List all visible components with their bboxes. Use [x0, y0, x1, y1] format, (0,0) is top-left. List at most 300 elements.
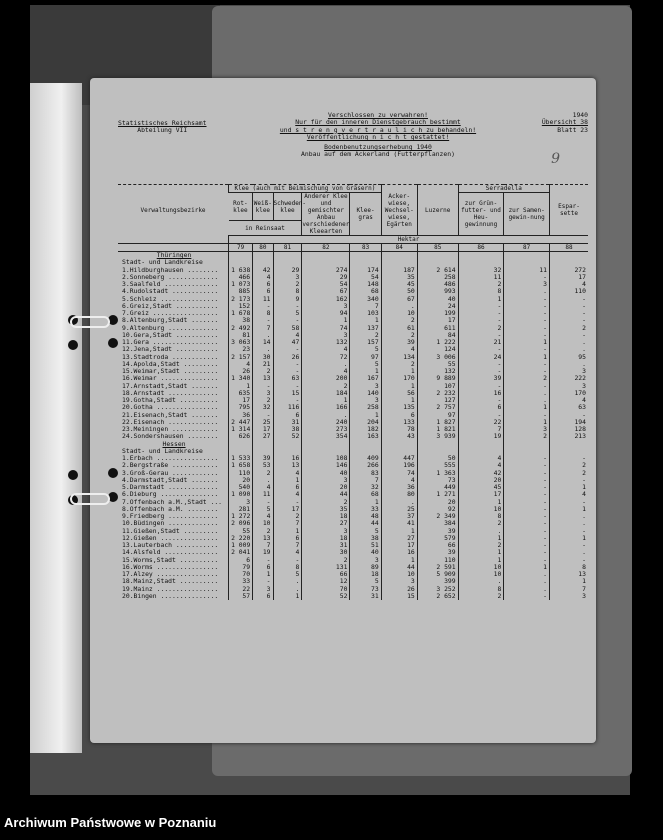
value-cell: 26	[229, 368, 253, 375]
value-cell: 27	[302, 520, 350, 527]
value-cell: 7	[350, 477, 381, 484]
value-cell: 2	[302, 499, 350, 506]
value-cell: 174	[350, 267, 381, 274]
binder-spine	[30, 83, 82, 753]
value-cell: 23	[229, 346, 253, 353]
value-cell: 27	[253, 433, 273, 440]
value-cell: 273	[302, 426, 350, 433]
value-cell: 1	[381, 397, 417, 404]
value-cell: 3	[253, 586, 273, 593]
table-row	[118, 317, 588, 324]
value-cell: -	[504, 462, 550, 469]
district-name: 8.Altenburg,Stadt .......	[122, 317, 219, 325]
value-cell: 1 090	[229, 491, 253, 498]
value-cell: -	[504, 325, 550, 332]
notice-line: Veröffentlichung n i c h t gestattet!	[306, 132, 450, 141]
empty-cell	[504, 252, 550, 260]
value-cell: 10	[381, 571, 417, 578]
value-cell: 1 827	[417, 419, 458, 426]
value-cell: 8	[458, 513, 504, 520]
value-cell: 1 340	[229, 375, 253, 382]
district-name: 5.Darmstadt .............	[122, 484, 219, 491]
value-cell: 41	[381, 520, 417, 527]
district-name: 20.Bingen ...............	[122, 592, 219, 600]
value-cell: -	[253, 557, 273, 564]
value-cell: 38	[273, 426, 302, 433]
value-cell: -	[273, 397, 302, 404]
value-cell: 40	[350, 549, 381, 556]
value-cell: 4	[253, 274, 273, 281]
value-cell: 74	[302, 325, 350, 332]
value-cell: 17	[273, 506, 302, 513]
value-cell: -	[504, 477, 550, 484]
value-cell: -	[504, 274, 550, 281]
value-cell: -	[273, 317, 302, 324]
value-cell: 81	[229, 332, 253, 339]
value-cell: 24	[458, 354, 504, 361]
year: 1940	[572, 111, 588, 119]
empty-cell	[350, 252, 381, 260]
table-row	[118, 310, 588, 317]
value-cell: -	[549, 528, 588, 535]
district-name: 13.Lauterbach ...........	[122, 542, 219, 549]
value-cell: 555	[417, 462, 458, 469]
value-cell: -	[253, 412, 273, 419]
value-cell: 32	[350, 484, 381, 491]
value-cell: 486	[417, 281, 458, 288]
value-cell: 1	[458, 535, 504, 542]
value-cell: 14	[253, 339, 273, 346]
table-row	[118, 368, 588, 375]
empty-cell	[381, 441, 417, 448]
value-cell: 66	[417, 542, 458, 549]
value-cell: 2	[381, 361, 417, 368]
value-cell: 993	[417, 288, 458, 295]
district-name: 12.Gießen ...............	[122, 534, 219, 542]
value-cell: 3	[549, 593, 588, 600]
value-cell: 78	[381, 426, 417, 433]
value-cell: .	[504, 578, 550, 585]
value-cell: -	[504, 506, 550, 513]
value-cell: 1 638	[229, 267, 253, 274]
value-cell: 2	[549, 470, 588, 477]
value-cell: 17	[381, 542, 417, 549]
value-cell: -	[549, 332, 588, 339]
value-cell: .	[549, 549, 588, 556]
value-cell: 39	[381, 339, 417, 346]
value-cell: -	[273, 368, 302, 375]
value-cell: 2	[302, 383, 350, 390]
value-cell: 1	[273, 477, 302, 484]
value-cell: 2 652	[417, 593, 458, 600]
value-cell: -	[504, 455, 550, 462]
value-cell: 11	[253, 491, 273, 498]
value-cell: 39	[458, 375, 504, 382]
value-cell: .	[273, 586, 302, 593]
value-cell: 7	[273, 542, 302, 549]
value-cell: 135	[381, 404, 417, 411]
value-cell: 2	[549, 462, 588, 469]
overview-number: Übersicht 38	[541, 118, 588, 127]
value-cell: 1 222	[417, 339, 458, 346]
value-cell: 148	[350, 281, 381, 288]
value-cell: 213	[549, 433, 588, 440]
table-row	[118, 542, 588, 549]
value-cell: 6	[253, 281, 273, 288]
value-cell: 20	[458, 477, 504, 484]
value-cell: 7	[253, 325, 273, 332]
value-cell: 4	[229, 361, 253, 368]
value-cell: 127	[417, 397, 458, 404]
value-cell: -	[458, 368, 504, 375]
department: Abteilung VII	[137, 126, 188, 135]
value-cell: 5	[350, 578, 381, 585]
value-cell: 1	[504, 339, 550, 346]
value-cell: -	[273, 303, 302, 310]
district-name: 12.Jena,Stadt ...........	[122, 346, 219, 354]
value-cell: 1 271	[417, 491, 458, 498]
value-cell: .	[458, 578, 504, 585]
empty-cell	[350, 441, 381, 448]
value-cell: 6	[229, 557, 253, 564]
value-cell: 9	[273, 296, 302, 303]
value-cell: -	[549, 317, 588, 324]
value-cell: 45	[381, 281, 417, 288]
column-group-clover: Klee (auch mit Beimischung von Gräsern)	[229, 185, 382, 193]
sheet-number: Blatt 23	[557, 125, 588, 134]
value-cell: 146	[302, 462, 350, 469]
value-cell: 10	[458, 564, 504, 571]
value-cell: 58	[273, 325, 302, 332]
value-cell: -	[504, 412, 550, 419]
value-cell: 70	[302, 586, 350, 593]
value-cell: 30	[253, 354, 273, 361]
data-table	[118, 184, 588, 600]
value-cell: 38	[350, 535, 381, 542]
value-cell: -	[458, 383, 504, 390]
value-cell: .	[253, 332, 273, 339]
value-cell: .	[549, 339, 588, 346]
column-number: 84	[381, 244, 417, 252]
value-cell: 2	[302, 557, 350, 564]
value-cell: 2	[273, 513, 302, 520]
value-cell: 19	[458, 433, 504, 440]
value-cell: -	[458, 397, 504, 404]
value-cell: -	[504, 368, 550, 375]
district-name: 18.Mainz,Stadt ..........	[122, 578, 219, 586]
value-cell: 1 272	[229, 513, 253, 520]
district-name: 13.Stadtroda ............	[122, 353, 219, 361]
value-cell: 26	[381, 586, 417, 593]
value-cell: 10	[381, 310, 417, 317]
column-number: 82	[302, 244, 350, 252]
table-row	[118, 506, 588, 513]
value-cell: 36	[381, 484, 417, 491]
notice-line: Nur für den inneren Dienstgebrauch bestimmt	[295, 118, 461, 127]
value-cell: 194	[549, 419, 588, 426]
value-cell: .	[381, 499, 417, 506]
district-name: 15.Worms,Stadt ..........	[122, 556, 219, 564]
value-cell: 10	[458, 506, 504, 513]
district-name: 9.Friedberg .............	[122, 513, 219, 520]
value-cell: -	[504, 296, 550, 303]
value-cell: 166	[302, 404, 350, 411]
value-cell: 66	[302, 571, 350, 578]
value-cell: 1 658	[229, 462, 253, 469]
value-cell: 32	[458, 267, 504, 274]
value-cell: 3	[350, 397, 381, 404]
value-cell: 1	[549, 484, 588, 491]
column-header-79: Rot-klee	[233, 199, 248, 214]
value-cell: -	[549, 557, 588, 564]
value-cell: -	[549, 296, 588, 303]
value-cell: 43	[381, 433, 417, 440]
value-cell: 21	[253, 361, 273, 368]
value-cell: 626	[229, 433, 253, 440]
value-cell: 384	[417, 520, 458, 527]
table-row	[118, 484, 588, 491]
column-header-86: zur Grün-futter- und Heu-gewinnung	[458, 193, 504, 236]
value-cell: 466	[229, 274, 253, 281]
value-cell: 7	[253, 542, 273, 549]
empty-cell	[381, 252, 417, 260]
value-cell: 1	[302, 397, 350, 404]
value-cell: 2 757	[417, 404, 458, 411]
binder-ring	[70, 493, 110, 505]
value-cell: 272	[549, 267, 588, 274]
empty-cell	[302, 252, 350, 260]
value-cell: 55	[229, 528, 253, 535]
district-name: 9.Altenburg .............	[122, 324, 219, 332]
value-cell: 2	[381, 317, 417, 324]
value-cell: 4	[273, 332, 302, 339]
value-cell: 1	[381, 383, 417, 390]
district-name: 22.Eisenach .............	[122, 418, 219, 426]
value-cell: 103	[350, 310, 381, 317]
value-cell: 92	[417, 506, 458, 513]
column-header-82: Anderer Klee und gemischter Anbau verschiedener Kleearten	[302, 193, 350, 235]
value-cell: 137	[350, 325, 381, 332]
unit-label: Hektar	[229, 236, 588, 244]
table-row	[118, 397, 588, 404]
value-cell: 3	[381, 578, 417, 585]
district-name: 20.Gotha ................	[122, 404, 219, 412]
value-cell: 3	[504, 426, 550, 433]
value-cell: 200	[302, 375, 350, 382]
value-cell: -	[504, 549, 550, 556]
value-cell: 47	[273, 339, 302, 346]
value-cell: 1	[273, 593, 302, 600]
value-cell: 8	[458, 586, 504, 593]
value-cell: 199	[417, 310, 458, 317]
value-cell: 2 614	[417, 267, 458, 274]
column-header-83: Klee-gras	[350, 193, 381, 236]
table-row	[118, 274, 588, 281]
district-name: 6.Dieburg ...............	[122, 491, 219, 499]
value-cell: 110	[549, 288, 588, 295]
column-number: 80	[253, 244, 273, 252]
value-cell: 110	[417, 557, 458, 564]
value-cell: 29	[273, 267, 302, 274]
value-cell: 170	[549, 390, 588, 397]
value-cell: 21	[458, 339, 504, 346]
value-cell: 17	[549, 274, 588, 281]
table-row	[118, 433, 588, 440]
value-cell: 281	[229, 506, 253, 513]
value-cell: 1	[458, 499, 504, 506]
value-cell: 25	[253, 419, 273, 426]
empty-cell	[504, 441, 550, 448]
column-header-87: zur Samen-gewin-nung	[504, 193, 550, 236]
value-cell: .	[549, 361, 588, 368]
section-subtitle: Stadt- und Landkreise	[122, 258, 203, 267]
empty-cell	[302, 441, 350, 448]
table-row	[118, 470, 588, 477]
value-cell: 107	[417, 383, 458, 390]
district-name: 14.Apolda,Stadt .........	[122, 360, 219, 368]
value-cell: -	[458, 361, 504, 368]
punch-hole	[108, 468, 118, 478]
value-cell: 1 363	[417, 470, 458, 477]
value-cell: 5	[350, 528, 381, 535]
value-cell: 54	[350, 274, 381, 281]
value-cell: 4	[549, 397, 588, 404]
district-name: 19.Mainz ................	[122, 585, 219, 593]
value-cell: 2	[458, 520, 504, 527]
value-cell: 97	[350, 354, 381, 361]
value-cell: -	[504, 491, 550, 498]
value-cell: 1	[273, 528, 302, 535]
value-cell: 540	[229, 484, 253, 491]
value-cell: 5	[273, 310, 302, 317]
district-name: 15.Weimar,Stadt .........	[122, 368, 219, 375]
district-name: 16.Worms ................	[122, 563, 219, 571]
table-row	[118, 325, 588, 332]
value-cell: 22	[229, 586, 253, 593]
value-cell: 2 492	[229, 325, 253, 332]
section-subtitle: Stadt- und Landkreise	[122, 446, 203, 455]
column-number: 85	[417, 244, 458, 252]
value-cell: 1	[458, 549, 504, 556]
value-cell: 4	[549, 281, 588, 288]
value-cell: 20	[302, 484, 350, 491]
value-cell: 48	[350, 513, 381, 520]
value-cell: 17	[229, 397, 253, 404]
value-cell: 12	[302, 578, 350, 585]
value-cell: 2 447	[229, 419, 253, 426]
value-cell: -	[273, 499, 302, 506]
value-cell: 4	[381, 477, 417, 484]
value-cell: 131	[302, 564, 350, 571]
value-cell: 4	[458, 462, 504, 469]
column-number: 87	[504, 244, 550, 252]
value-cell: 51	[350, 542, 381, 549]
district-name: 18.Arnstadt .............	[122, 389, 219, 397]
value-cell: 73	[417, 477, 458, 484]
value-cell: 2	[458, 542, 504, 549]
value-cell: -	[504, 383, 550, 390]
table-row	[118, 535, 588, 542]
value-cell: 11	[253, 296, 273, 303]
value-cell: 1	[549, 535, 588, 542]
value-cell: 35	[381, 274, 417, 281]
value-cell: 55	[417, 361, 458, 368]
binder-ring	[70, 316, 110, 328]
survey-name: Bodenbenutzungserhebung 1940	[324, 143, 432, 152]
value-cell: 152	[229, 303, 253, 310]
value-cell: 8	[273, 288, 302, 295]
value-cell: .	[549, 520, 588, 527]
value-cell: 3 063	[229, 339, 253, 346]
value-cell: 89	[350, 564, 381, 571]
value-cell: 2	[253, 368, 273, 375]
table-row	[118, 288, 588, 295]
table-header	[118, 185, 588, 252]
table-row	[118, 346, 588, 353]
value-cell: 5	[253, 506, 273, 513]
value-cell: 196	[381, 462, 417, 469]
district-name: 17.Arnstadt,Stadt .......	[122, 382, 219, 390]
table-row	[118, 586, 588, 593]
empty-cell	[229, 252, 253, 260]
value-cell: -	[504, 499, 550, 506]
table-body	[118, 252, 588, 601]
value-cell: 44	[381, 564, 417, 571]
table-row	[118, 491, 588, 498]
value-cell: 1 073	[229, 281, 253, 288]
value-cell: 11	[458, 274, 504, 281]
value-cell: 2 232	[417, 390, 458, 397]
value-cell: -	[253, 578, 273, 585]
value-cell: 3	[302, 303, 350, 310]
value-cell: 3	[302, 528, 350, 535]
value-cell: 579	[417, 535, 458, 542]
value-cell: 53	[253, 462, 273, 469]
value-cell: 3 252	[417, 586, 458, 593]
district-name: 2.Bergstraße ............	[122, 462, 219, 470]
value-cell: 447	[381, 455, 417, 462]
value-cell: -	[549, 412, 588, 419]
value-cell: 13	[253, 535, 273, 542]
value-cell: 3	[229, 499, 253, 506]
value-cell: 6	[273, 484, 302, 491]
district-name: 10.Gera,Stadt ...........	[122, 331, 219, 339]
district-name: 3.Groß-Gerau ............	[122, 469, 219, 477]
office-name: Statistisches Reichsamt	[118, 119, 207, 127]
value-cell: 56	[381, 390, 417, 397]
value-cell: 17	[417, 317, 458, 324]
table-row	[118, 281, 588, 288]
district-name: 24.Sondershausen ........	[122, 433, 219, 441]
column-number: 79	[229, 244, 253, 252]
value-cell: 258	[417, 274, 458, 281]
value-cell: .	[273, 578, 302, 585]
value-cell: 1	[350, 412, 381, 419]
value-cell: .	[504, 586, 550, 593]
value-cell: -	[458, 346, 504, 353]
value-cell: 2 349	[417, 513, 458, 520]
value-cell: 7	[350, 303, 381, 310]
value-cell: 84	[417, 332, 458, 339]
value-cell: 1	[504, 354, 550, 361]
punch-hole	[68, 470, 78, 480]
table-row	[118, 564, 588, 571]
table-row	[118, 296, 588, 303]
value-cell: 340	[350, 296, 381, 303]
value-cell: .	[302, 412, 350, 419]
value-cell: 1	[229, 383, 253, 390]
value-cell: 2 591	[417, 564, 458, 571]
